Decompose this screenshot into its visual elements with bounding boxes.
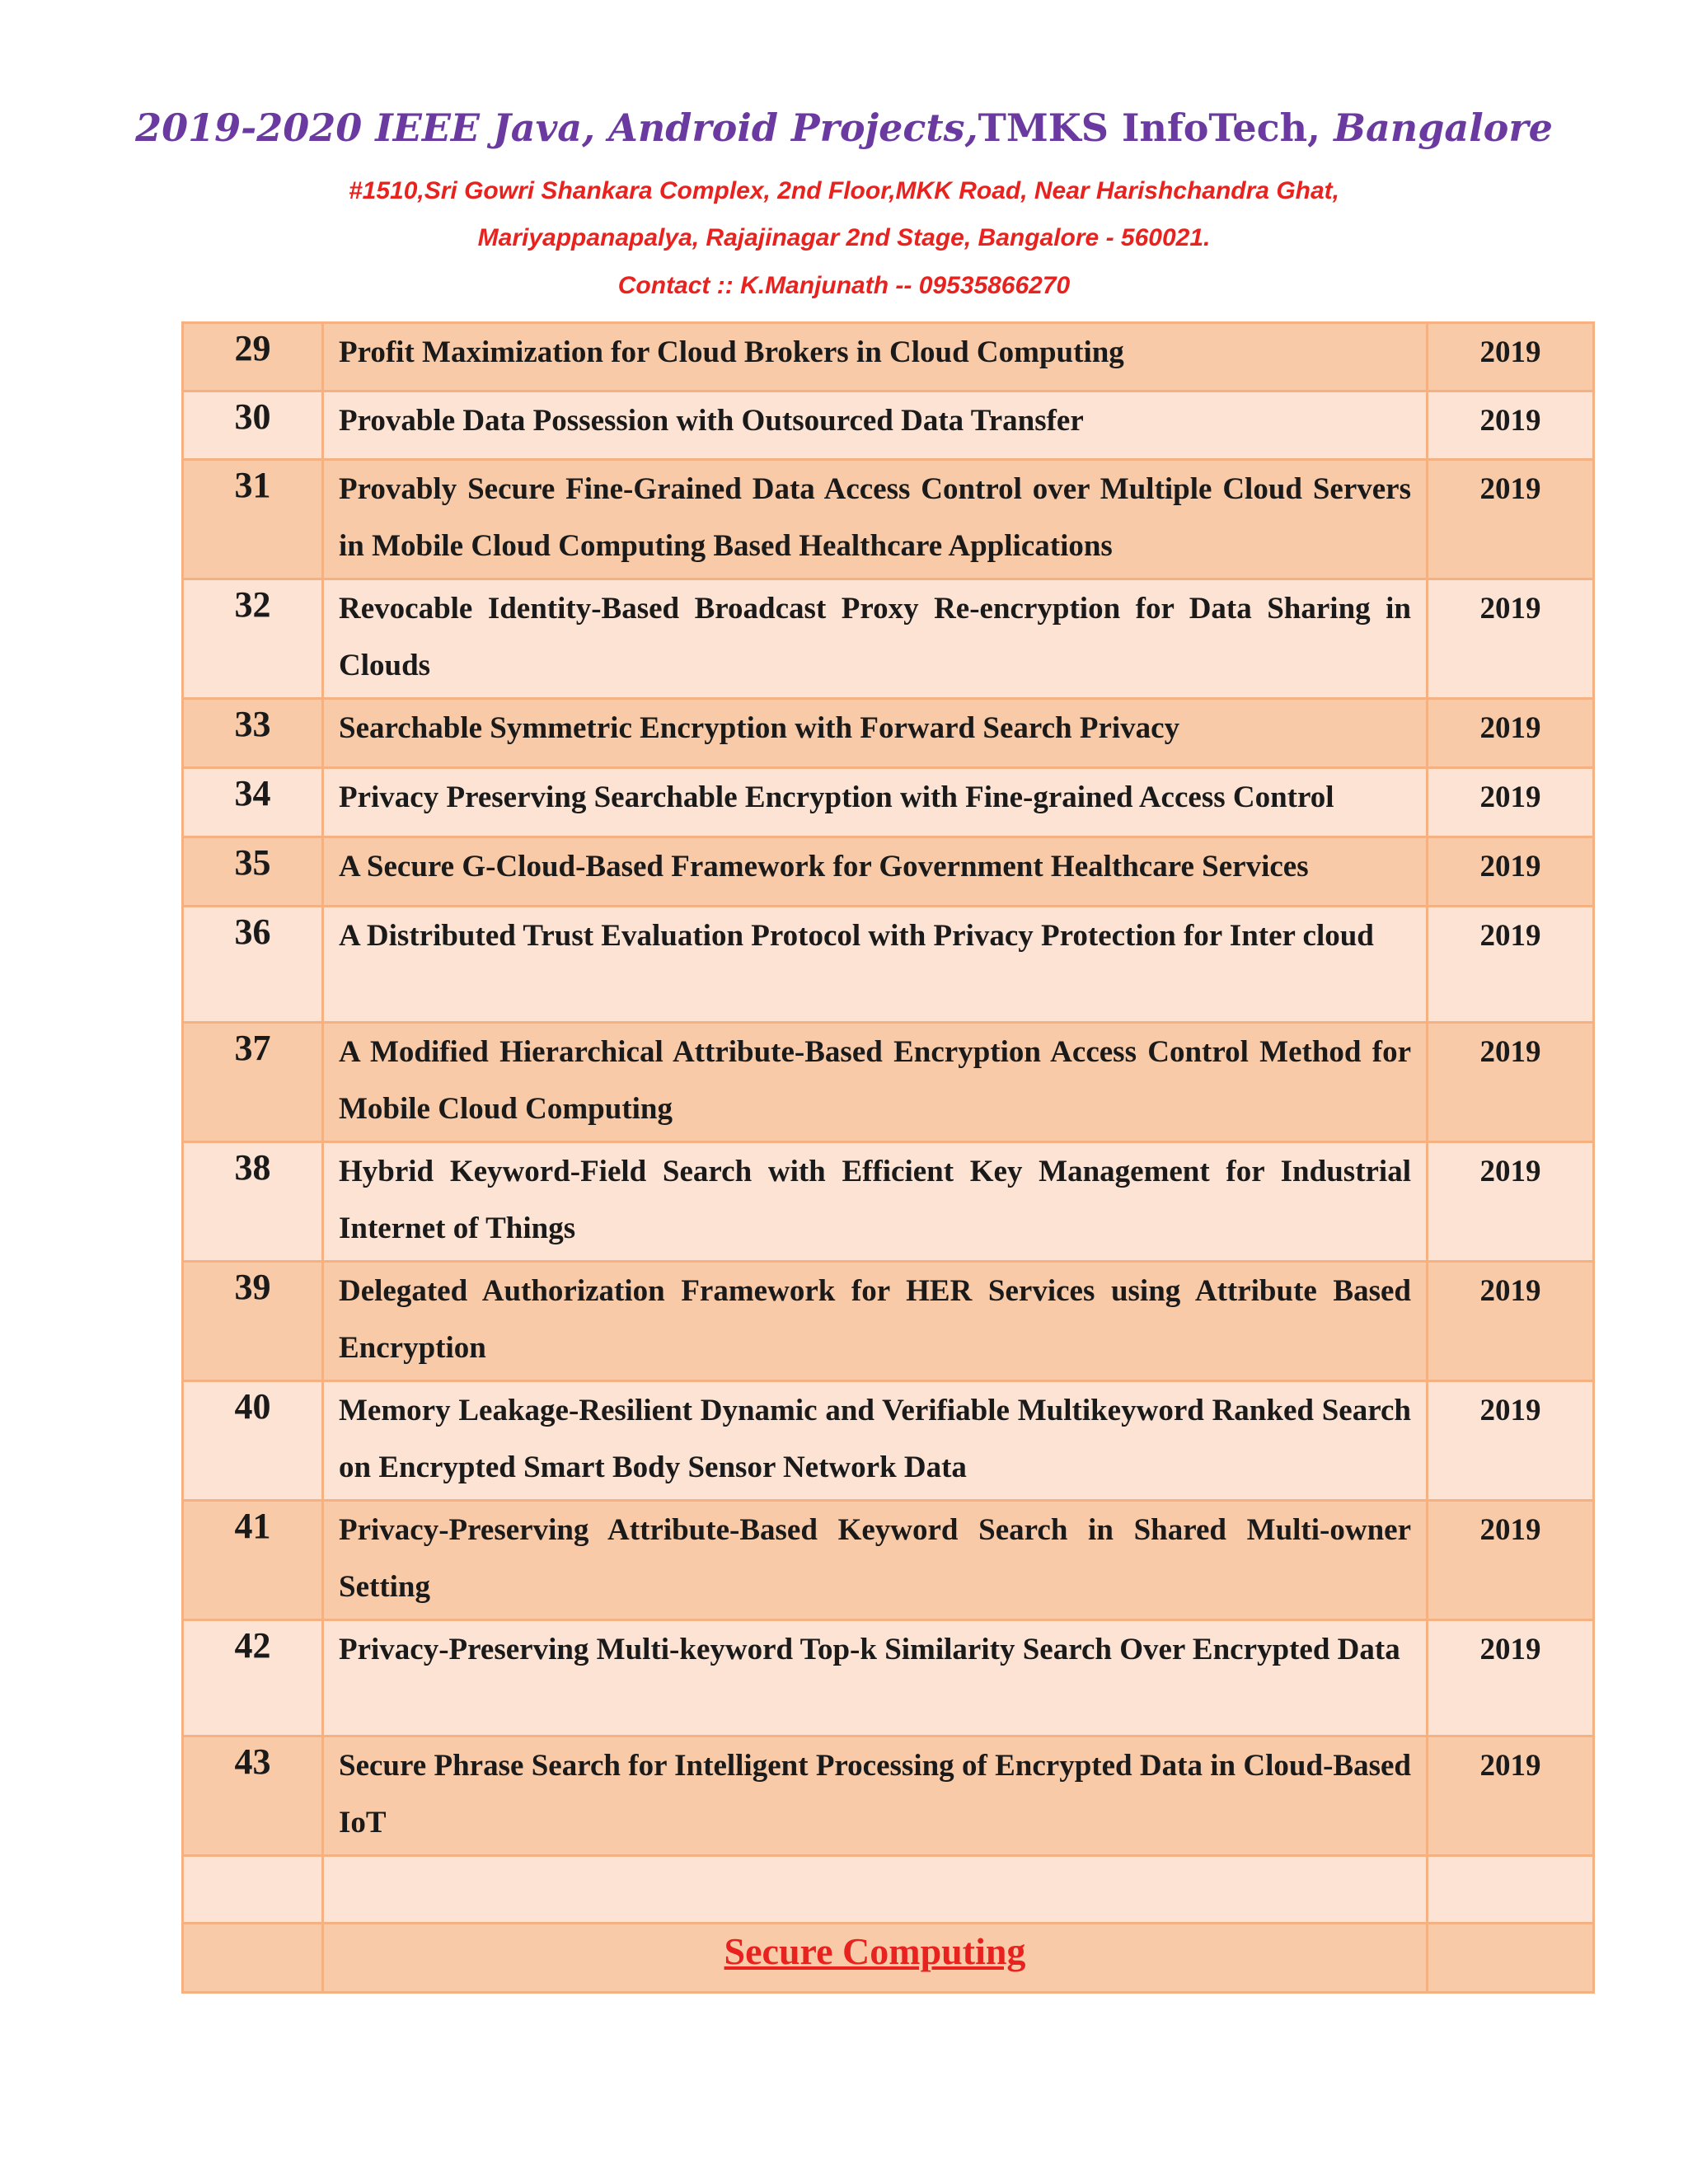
table-row <box>183 837 1594 907</box>
project-title: Provable Data Possession with Outsourced Data Transfer <box>323 391 1428 460</box>
project-title: A Secure G-Cloud-Based Framework for Government Healthcare Services <box>323 837 1428 907</box>
header-title-city: Bangalore <box>1334 105 1553 150</box>
table-row <box>183 391 1594 460</box>
project-title: Searchable Symmetric Encryption with Forward Search Privacy <box>323 699 1428 768</box>
project-title: Delegated Authorization Framework for HER Services using Attribute Based Encryption <box>323 1262 1428 1381</box>
table-row <box>183 768 1594 837</box>
project-year: 2019 <box>1428 907 1594 1023</box>
project-year: 2019 <box>1428 768 1594 837</box>
project-title: Secure Phrase Search for Intelligent Processing of Encrypted Data in Cloud-Based IoT <box>323 1736 1428 1856</box>
section-heading-cell <box>323 1924 1428 1993</box>
project-title: A Modified Hierarchical Attribute-Based Encryption Access Control Method for Mobile Cloud Computing <box>323 1023 1428 1142</box>
project-number: 42 <box>183 1620 323 1736</box>
empty-cell <box>1428 1856 1594 1924</box>
project-year: 2019 <box>1428 1501 1594 1620</box>
project-number: 39 <box>183 1262 323 1381</box>
contact-line: Contact :: K.Manjunath -- 09535866270 <box>617 272 1071 299</box>
project-year: 2019 <box>1428 1023 1594 1142</box>
empty-cell <box>323 1856 1428 1924</box>
project-year: 2019 <box>1428 1262 1594 1381</box>
table-row <box>183 1381 1594 1501</box>
table-row <box>183 1142 1594 1262</box>
empty-cell <box>183 1924 323 1993</box>
project-title: Hybrid Keyword-Field Search with Efficient Key Management for Industrial Internet of Things <box>323 1142 1428 1262</box>
table-row <box>183 1023 1594 1142</box>
project-year: 2019 <box>1428 1736 1594 1856</box>
table-row <box>183 1501 1594 1620</box>
empty-cell <box>183 1856 323 1924</box>
project-year: 2019 <box>1428 323 1594 391</box>
project-number: 29 <box>183 323 323 391</box>
project-year: 2019 <box>1428 579 1594 699</box>
project-year: 2019 <box>1428 391 1594 460</box>
project-number: 41 <box>183 1501 323 1620</box>
project-number: 33 <box>183 699 323 768</box>
table-row <box>183 323 1594 391</box>
project-number: 32 <box>183 579 323 699</box>
project-number: 31 <box>183 460 323 579</box>
project-number: 34 <box>183 768 323 837</box>
project-title: Privacy-Preserving Multi-keyword Top-k Similarity Search Over Encrypted Data <box>323 1620 1428 1736</box>
project-title: Profit Maximization for Cloud Brokers in Cloud Computing <box>323 323 1428 391</box>
project-number: 40 <box>183 1381 323 1501</box>
section-heading[interactable]: Secure Computing <box>724 1930 1026 1972</box>
project-year: 2019 <box>1428 837 1594 907</box>
table-row <box>183 1262 1594 1381</box>
table-row <box>183 907 1594 1023</box>
project-title: Provably Secure Fine-Grained Data Access Control over Multiple Cloud Servers in Mobile Cloud Computing Based Healthcare Applications <box>323 460 1428 579</box>
project-number: 30 <box>183 391 323 460</box>
page-header-title <box>0 99 1688 157</box>
table-row <box>183 1620 1594 1736</box>
project-year: 2019 <box>1428 1620 1594 1736</box>
projects-table <box>181 321 1595 1994</box>
project-number: 43 <box>183 1736 323 1856</box>
project-title: Memory Leakage-Resilient Dynamic and Verifiable Multikeyword Ranked Search on Encrypted Smart Body Sensor Network Data <box>323 1381 1428 1501</box>
project-number: 35 <box>183 837 323 907</box>
project-number: 36 <box>183 907 323 1023</box>
project-number: 37 <box>183 1023 323 1142</box>
project-number: 38 <box>183 1142 323 1262</box>
empty-cell <box>1428 1924 1594 1993</box>
table-row <box>183 579 1594 699</box>
project-title: Privacy-Preserving Attribute-Based Keyword Search in Shared Multi-owner Setting <box>323 1501 1428 1620</box>
project-year: 2019 <box>1428 1381 1594 1501</box>
project-year: 2019 <box>1428 699 1594 768</box>
address-line-1: #1510,Sri Gowri Shankara Complex, 2nd Floor,MKK Road, Near Harishchandra Ghat, <box>348 177 1339 204</box>
project-title: Revocable Identity-Based Broadcast Proxy Re-encryption for Data Sharing in Clouds <box>323 579 1428 699</box>
section-row <box>183 1924 1594 1993</box>
table-row <box>183 460 1594 579</box>
address-line-2: Mariyappanapalya, Rajajinagar 2nd Stage, Bangalore - 560021. <box>477 224 1211 251</box>
project-title: A Distributed Trust Evaluation Protocol with Privacy Protection for Inter cloud <box>323 907 1428 1023</box>
project-year: 2019 <box>1428 1142 1594 1262</box>
table-row <box>183 1736 1594 1856</box>
header-title-part1: 2019-2020 IEEE Java, Android Projects, <box>135 105 978 150</box>
header-title-company: TMKS InfoTech, <box>978 105 1321 150</box>
project-year: 2019 <box>1428 460 1594 579</box>
project-title: Privacy Preserving Searchable Encryption with Fine-grained Access Control <box>323 768 1428 837</box>
table-row <box>183 699 1594 768</box>
empty-row <box>183 1856 1594 1924</box>
